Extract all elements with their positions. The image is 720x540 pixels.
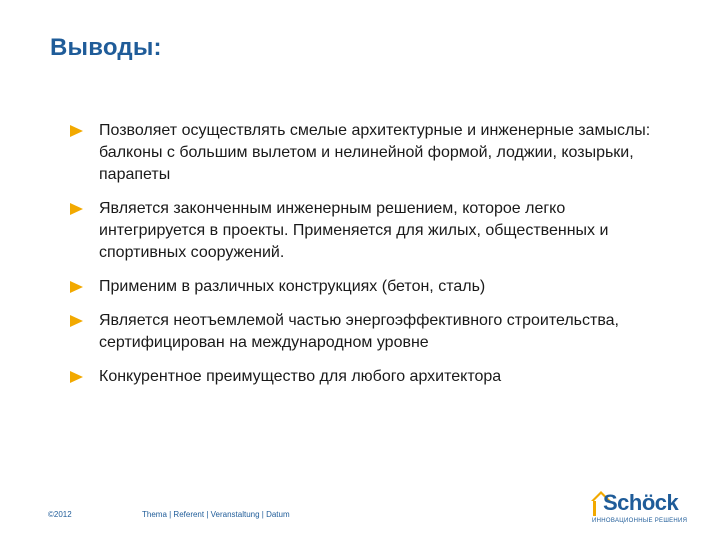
list-item <box>70 310 670 354</box>
bullet-text: Позволяет осуществлять смелые архитектурные и инженерные замыслы: балконы с большим вылетом и нелинейной формой, лоджии, козырьки, парапеты <box>99 122 651 183</box>
logo-tagline: ИННОВАЦИОННЫЕ РЕШЕНИЯ <box>592 518 688 524</box>
triangle-right-icon <box>70 203 83 215</box>
list-item <box>70 120 670 186</box>
bullet-text: Применим в различных конструкциях (бетон, сталь) <box>99 278 486 295</box>
page-title: Выводы: <box>50 34 162 61</box>
list-item <box>70 366 670 388</box>
bullet-text: Является законченным инженерным решением, которое легко интегрируется в проекты. Применяется для жилых, общественных и спортивных сооружений. <box>99 200 609 261</box>
schock-logo <box>588 488 692 528</box>
bullet-list <box>70 120 670 400</box>
triangle-right-icon <box>70 281 83 293</box>
bullet-text: Является неотъемлемой частью энергоэффективного строительства, сертифицирован на международном уровне <box>99 312 619 351</box>
footer-copyright: ©2012 <box>48 510 72 519</box>
triangle-right-icon <box>70 371 83 383</box>
footer-meta: Thema | Referent | Veranstaltung | Datum <box>142 510 290 519</box>
triangle-right-icon <box>70 315 83 327</box>
logo-wordmark: Schöck <box>603 490 679 515</box>
list-item <box>70 276 670 298</box>
triangle-right-icon <box>70 125 83 137</box>
list-item <box>70 198 670 264</box>
bullet-text: Конкурентное преимущество для любого архитектора <box>99 368 502 385</box>
